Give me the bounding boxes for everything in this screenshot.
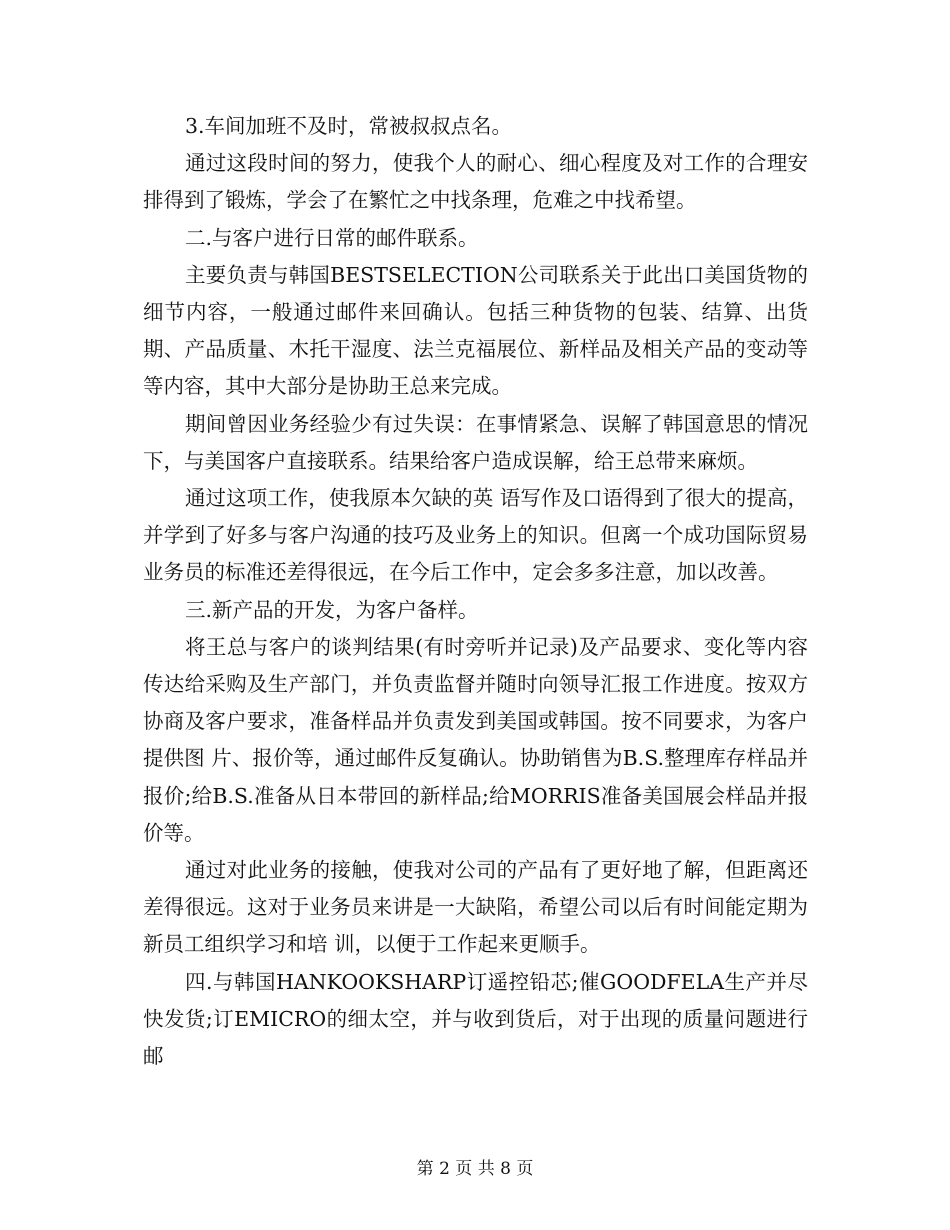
paragraph-sample-prep: 将王总与客户的谈判结果(有时旁听并记录)及产品要求、变化等内容传达给采购及生产部门，并负责监督并随时向领导汇报工作进度。按双方协商及客户要求，准备样品并负责发到美国或韩国。按不同要求，为客户提供图 片、报价等，通过邮件反复确认。协助销售为B.S.整理库存样品并报价;给B.S.准备从日本带回的新样品;给MORRIS准备美国展会样品并报价等。 [143, 634, 808, 845]
paragraph-effort-summary: 通过这段时间的努力，使我个人的耐心、细心程度及对工作的合理安排得到了锻炼，学会了在繁忙之中找条理，危难之中找希望。 [143, 151, 808, 213]
section-heading-email-contact: 二.与客户进行日常的邮件联系。 [185, 225, 479, 250]
paragraph-email-duties: 主要负责与韩国BESTSELECTION公司联系关于此出口美国货物的细节内容，一般通过邮件来回确认。包括三种货物的包装、结算、出货期、产品质量、木托干湿度、法兰克福展位、新样品及相关产品的变动等等内容，其中大部分是协助王总来完成。 [143, 262, 808, 399]
section-heading-korea-orders: 四.与韩国HANKOOKSHARP订遥控铅芯;催GOODFELA生产并尽快发货;订EMICRO的细太空，并与收到货后，对于出现的质量问题进行邮 [143, 969, 808, 1069]
body-text [143, 108, 808, 1075]
section-heading-new-products: 三.新产品的开发，为客户备样。 [185, 597, 479, 622]
paragraph-english-improvement: 通过这项工作，使我原本欠缺的英 语写作及口语得到了很大的提高，并学到了好多与客户沟通的技巧及业务上的知识。但离一个成功国际贸易业务员的标准还差得很远，在今后工作中，定会多多注意，加以改善。 [143, 486, 808, 585]
paragraph-product-knowledge: 通过对此业务的接触，使我对公司的产品有了更好地了解，但距离还差得很远。这对于业务员来讲是一大缺陷，希望公司以后有时间能定期为新员工组织学习和培 训，以便于工作起来更顺手。 [143, 858, 808, 957]
page-number-footer: 第 2 页 共 8 页 [416, 1159, 534, 1179]
paragraph-mistakes: 期间曾因业务经验少有过失误：在事情紧急、误解了韩国意思的情况下，与美国客户直接联系。结果给客户造成误解，给王总带来麻烦。 [143, 411, 808, 473]
paragraph-workshop-overtime: 3.车间加班不及时，常被叔叔点名。 [185, 114, 513, 138]
